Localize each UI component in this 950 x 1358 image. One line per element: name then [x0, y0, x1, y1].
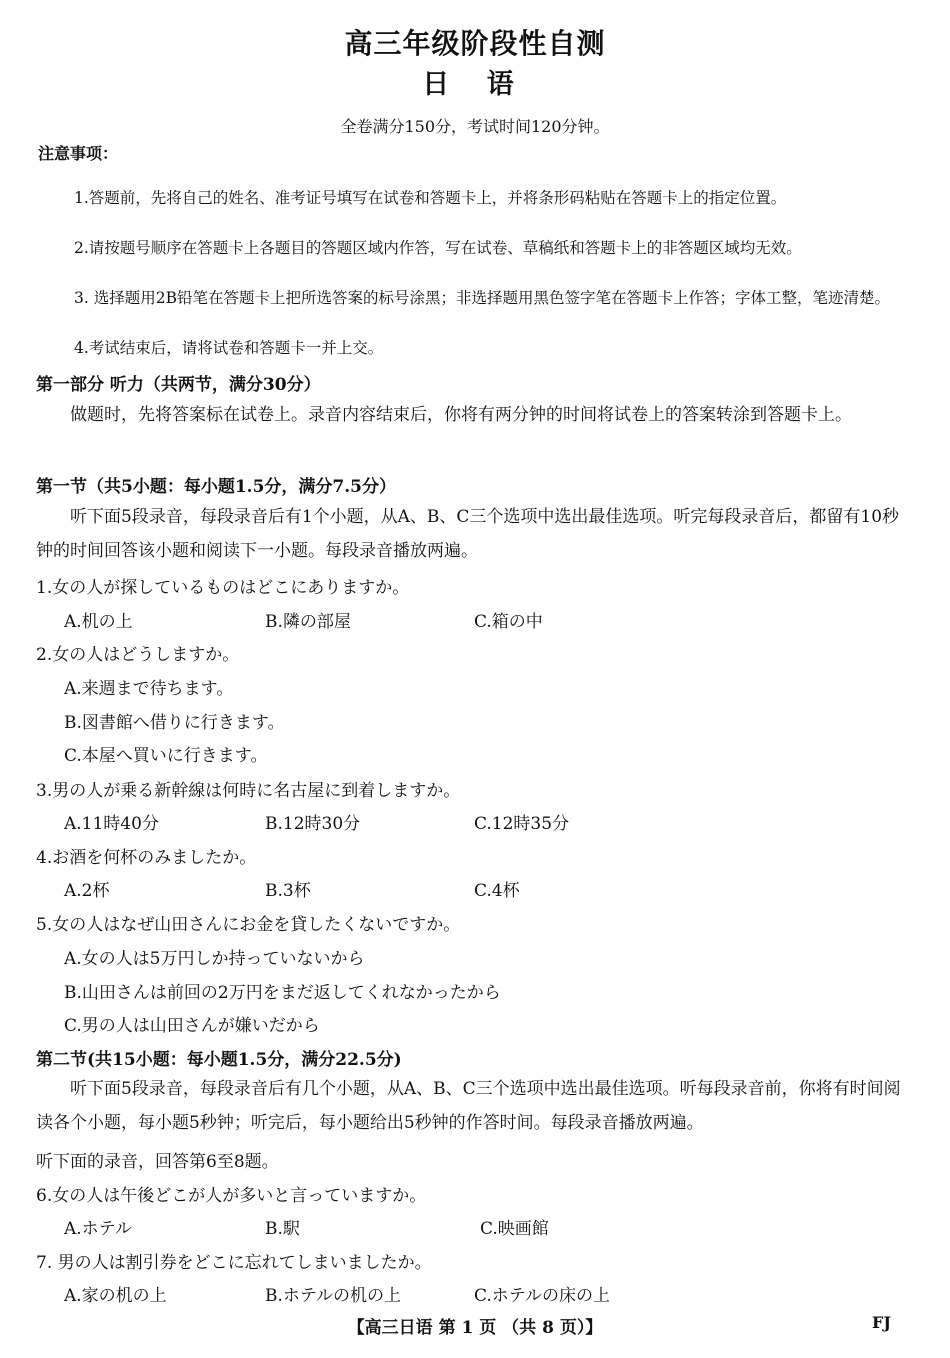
q5-option-c: C.男の人は山田さんが嫌いだから: [64, 1016, 320, 1036]
q7-option-b: B.ホテルの机の上: [265, 1286, 402, 1306]
notice-item-1: 1.答题前，先将自己的姓名、准考证号填写在试卷和答题卡上，并将条形码粘贴在答题卡上的指定位置。: [74, 189, 787, 207]
footer-code: FJ: [872, 1313, 891, 1332]
question-1: 1.女の人が探しているものはどこにありますか。: [36, 578, 410, 598]
q3-option-c: C.12時35分: [474, 814, 570, 834]
question-7: 7. 男の人は割引券をどこに忘れてしまいましたか。: [36, 1253, 432, 1273]
section1-intro: 听下面5段录音，每段录音后有1个小题，从A、B、C三个选项中选出最佳选项。听完每段录音后，都留有10秒钟的时间回答该小题和阅读下一小题。每段录音播放两遍。: [36, 507, 900, 561]
q7-option-a: A.家の机の上: [64, 1286, 167, 1306]
q3-option-a: A.11時40分: [64, 814, 159, 834]
q4-option-a: A.2杯: [64, 881, 110, 901]
q6-option-b: B.駅: [265, 1219, 300, 1239]
q4-option-c: C.4杯: [474, 881, 520, 901]
question-4: 4.お酒を何杯のみましたか。: [36, 848, 257, 868]
exam-subject: 日 语: [422, 69, 528, 100]
notice-item-4: 4.考试结束后，请将试卷和答题卡一并上交。: [74, 339, 384, 357]
q2-option-c: C.本屋へ買いに行きます。: [64, 746, 268, 766]
exam-title: 高三年级阶段性自测: [344, 27, 606, 60]
notice-item-3: 3. 选择题用2B铅笔在答题卡上把所选答案的标号涂黑；非选择题用黑色签字笔在答题卡上作答；字体工整，笔迹清楚。: [74, 289, 890, 307]
question-6: 6.女の人は午後どこが人が多いと言っていますか。: [36, 1186, 427, 1206]
exam-subtitle: 全卷满分150分，考试时间120分钟。: [340, 117, 610, 136]
q1-option-a: A.机の上: [64, 612, 133, 632]
q5-option-b: B.山田さんは前回の2万円をまだ返してくれなかったから: [64, 983, 501, 1003]
q6-option-c: C.映画館: [480, 1219, 549, 1239]
question-3: 3.男の人が乗る新幹線は何時に名古屋に到着しますか。: [36, 781, 461, 801]
notice-heading: 注意事项：: [38, 144, 119, 163]
page-footer: 【高三日语 第 1 页 （共 8 页）】: [347, 1318, 603, 1338]
section2-intro: 听下面5段录音，每段录音后有几个小题，从A、B、C三个选项中选出最佳选项。听每段录音前，你将有时间阅读各个小题，每小题5秒钟；听完后，每小题给出5秒钟的作答时间。每段录音播放两遍。: [36, 1079, 901, 1133]
q1-option-b: B.隣の部屋: [265, 612, 351, 632]
part1-heading: 第一部分 听力（共两节，满分30分）: [36, 375, 321, 395]
q1-option-c: C.箱の中: [474, 612, 543, 632]
question-2: 2.女の人はどうしますか。: [36, 645, 240, 665]
q4-option-b: B.3杯: [265, 881, 311, 901]
q6-option-a: A.ホテル: [64, 1219, 132, 1239]
q3-option-b: B.12時30分: [265, 814, 361, 834]
q2-option-a: A.来週まで待ちます。: [64, 679, 234, 699]
q2-option-b: B.図書館へ借りに行きます。: [64, 713, 285, 733]
section2-heading: 第二节(共15小题：每小题1.5分，满分22.5分): [36, 1050, 402, 1070]
section1-heading: 第一节（共5小题：每小题1.5分，满分7.5分）: [36, 477, 396, 497]
notice-item-2: 2.请按题号顺序在答题卡上各题目的答题区域内作答，写在试卷、草稿纸和答题卡上的非答题区域均无效。: [74, 239, 802, 257]
question-5: 5.女の人はなぜ山田さんにお金を貸したくないですか。: [36, 915, 461, 935]
q7-option-c: C.ホテルの床の上: [474, 1286, 610, 1306]
q5-option-a: A.女の人は5万円しか持っていないから: [64, 949, 365, 969]
section2-listen-instruction: 听下面的录音，回答第6至8题。: [36, 1152, 279, 1172]
part1-intro: 做题时，先将答案标在试卷上。录音内容结束后，你将有两分钟的时间将试卷上的答案转涂到答题卡上。: [70, 405, 852, 425]
